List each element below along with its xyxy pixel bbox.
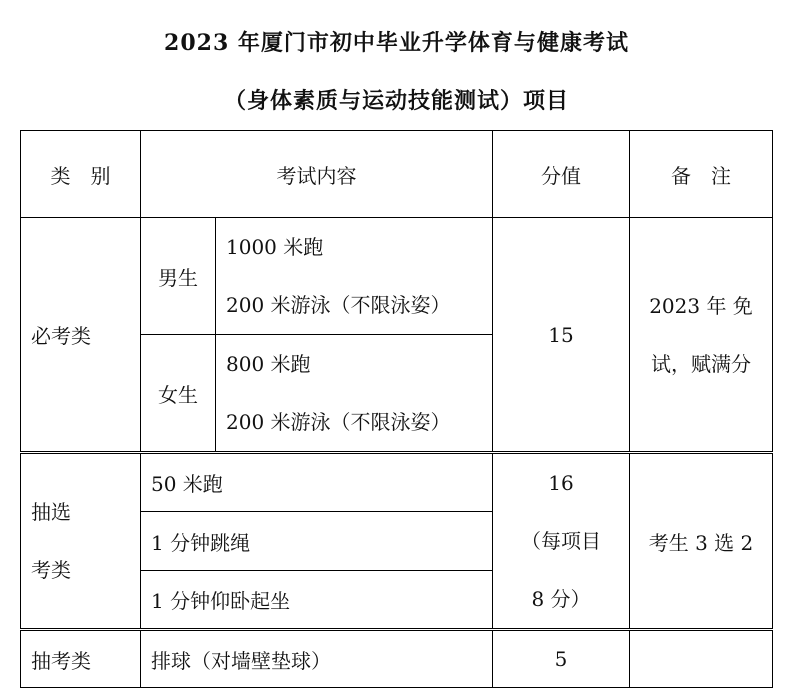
elective-score-line2: （每项目 xyxy=(521,529,601,553)
elective-item: 50 米跑 xyxy=(141,453,493,512)
exam-items-table xyxy=(20,130,773,688)
elective-item: 1 分钟跳绳 xyxy=(141,512,493,571)
elective-category-line2: 考类 xyxy=(31,558,71,582)
lottery-item: 排球（对墙壁垫球） xyxy=(141,630,493,688)
male-items xyxy=(216,218,493,335)
header-remark: 备 注 xyxy=(630,131,773,218)
elective-category-line1: 抽选 xyxy=(31,500,71,524)
required-remark xyxy=(630,218,773,453)
table-header-row xyxy=(21,131,773,218)
required-score: 15 xyxy=(493,218,630,453)
female-item-swim: 200 米游泳（不限泳姿） xyxy=(226,410,451,434)
page-subtitle: （身体素质与运动技能测试）项目 xyxy=(223,88,569,114)
table-row xyxy=(21,453,773,512)
male-item-swim: 200 米游泳（不限泳姿） xyxy=(226,293,451,317)
male-item-run: 1000 米跑 xyxy=(226,235,324,259)
male-label: 男生 xyxy=(141,218,216,335)
elective-category xyxy=(21,453,141,630)
elective-remark: 考生 3 选 2 xyxy=(630,453,773,630)
elective-score xyxy=(493,453,630,630)
elective-score-line3: 8 分） xyxy=(531,587,591,611)
header-category: 类 别 xyxy=(21,131,141,218)
female-label: 女生 xyxy=(141,335,216,453)
header-content: 考试内容 xyxy=(141,131,493,218)
elective-score-line1: 16 xyxy=(548,471,574,495)
required-category: 必考类 xyxy=(21,218,141,453)
page-title: 2023 年厦门市初中毕业升学体育与健康考试 xyxy=(164,30,629,56)
table-row xyxy=(21,218,773,335)
required-remark-line2: 试，赋满分 xyxy=(651,351,751,376)
lottery-remark xyxy=(630,630,773,688)
table-row xyxy=(21,630,773,688)
required-remark-line1: 2023 年 免 xyxy=(649,293,753,318)
lottery-category: 抽考类 xyxy=(21,630,141,688)
female-items xyxy=(216,335,493,453)
elective-item: 1 分钟仰卧起坐 xyxy=(141,571,493,630)
female-item-run: 800 米跑 xyxy=(226,352,311,376)
lottery-score: 5 xyxy=(493,630,630,688)
header-score: 分值 xyxy=(493,131,630,218)
